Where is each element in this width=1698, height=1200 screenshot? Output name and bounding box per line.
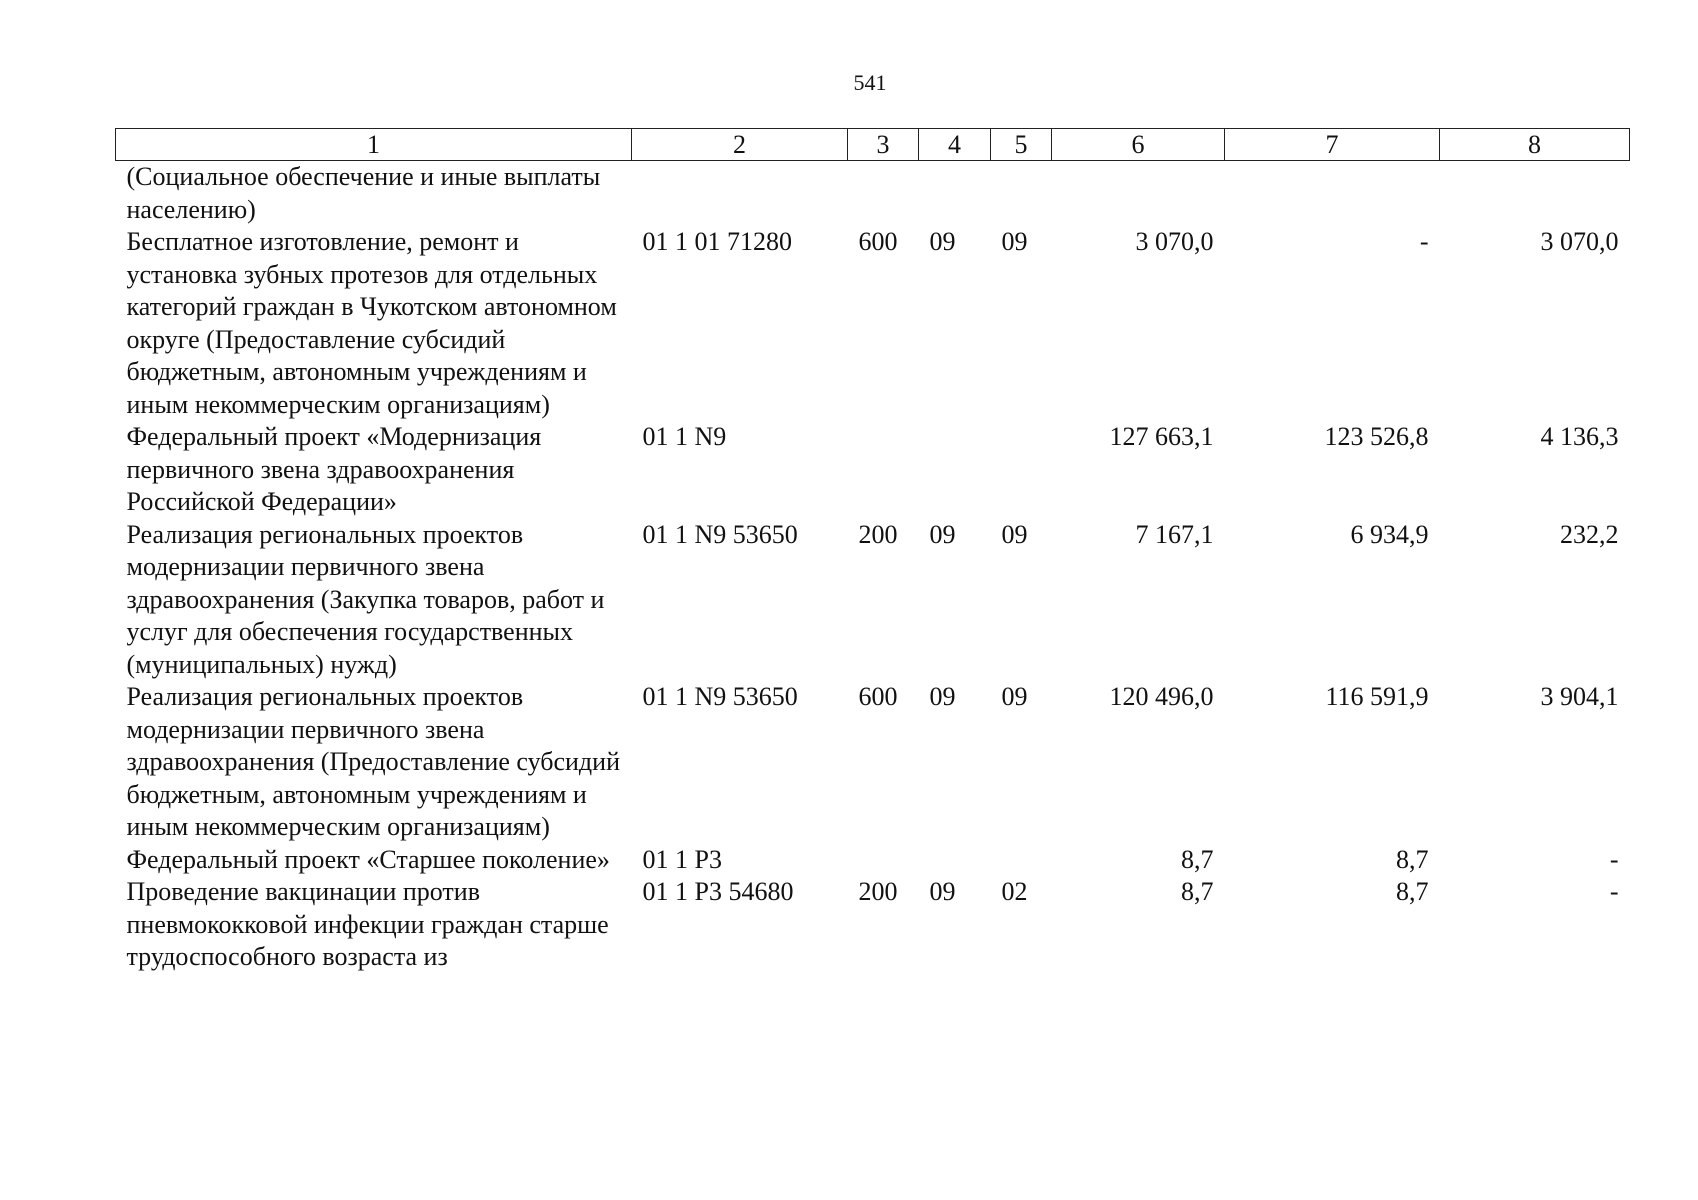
row-name: Проведение вакцинации против пневмококковой инфекции граждан старше трудоспособного возраста из <box>126 877 609 971</box>
row-col-8: - <box>1609 844 1619 874</box>
row-col-5: 02 <box>1001 877 1028 906</box>
row-col-3: 600 <box>858 682 898 711</box>
row-col-6: 3 070,0 <box>1135 227 1214 256</box>
row-col-5 <box>991 421 1052 519</box>
row-col-5 <box>991 161 1052 227</box>
header-col-3: 3 <box>848 129 919 161</box>
row-name: Федеральный проект «Старшее поколение» <box>126 844 610 874</box>
row-col-6: 7 167,1 <box>1135 519 1214 549</box>
row-col-7: 8,7 <box>1396 877 1429 906</box>
row-code: 01 1 N9 53650 <box>642 682 798 711</box>
row-col-3: 600 <box>858 227 898 256</box>
row-name: (Социальное обеспечение и иные выплаты населению) <box>126 162 601 224</box>
row-col-4 <box>919 844 991 877</box>
row-col-3 <box>848 421 919 519</box>
row-col-6 <box>1052 161 1225 227</box>
row-col-3 <box>848 844 919 877</box>
row-col-5: 09 <box>1001 519 1028 549</box>
table-row <box>116 681 1630 844</box>
header-col-4: 4 <box>919 129 991 161</box>
row-col-6: 8,7 <box>1181 877 1214 906</box>
row-name: Бесплатное изготовление, ремонт и установка зубных протезов для отдельных категорий граждан в Чукотском автономном округе (Предоставление субсидий бюджетным, автономным учреждениям и иным некоммерческим организациям) <box>126 227 617 419</box>
row-col-3: 200 <box>858 877 898 906</box>
row-col-7: 116 591,9 <box>1325 682 1429 711</box>
table-header <box>116 129 1630 161</box>
table-row <box>116 226 1630 421</box>
row-col-4 <box>919 421 991 519</box>
row-col-8: - <box>1609 877 1619 906</box>
row-col-4 <box>919 161 991 227</box>
row-name: Реализация региональных проектов модернизации первичного звена здравоохранения (Закупка товаров, работ и услуг для обеспечения государственных (муниципальных) нужд) <box>126 519 605 679</box>
row-col-7: 123 526,8 <box>1324 422 1429 451</box>
header-col-1: 1 <box>116 129 632 161</box>
row-name: Реализация региональных проектов модернизации первичного звена здравоохранения (Предоставление субсидий бюджетным, автономным учреждениям и иным некоммерческим организациям) <box>126 682 620 841</box>
header-col-7: 7 <box>1225 129 1440 161</box>
row-col-6: 120 496,0 <box>1109 682 1214 711</box>
row-col-3: 200 <box>858 519 898 549</box>
header-col-8: 8 <box>1440 129 1630 161</box>
row-col-6: 127 663,1 <box>1109 422 1214 451</box>
row-code: 01 1 N9 <box>642 422 727 451</box>
table-row <box>116 876 1630 974</box>
row-col-6: 8,7 <box>1181 844 1214 874</box>
row-code: 01 1 01 71280 <box>642 227 792 256</box>
row-col-8: 3 070,0 <box>1540 227 1619 256</box>
row-col-8 <box>1440 161 1630 227</box>
table-row <box>116 844 1630 877</box>
row-name: Федеральный проект «Модернизация первичного звена здравоохранения Российской Федерации» <box>126 422 542 516</box>
row-code: 01 1 N9 53650 <box>642 519 798 549</box>
budget-table <box>115 128 1630 974</box>
row-col-3 <box>848 161 919 227</box>
row-code: 01 1 P3 <box>642 844 722 874</box>
row-col-4: 09 <box>929 682 956 711</box>
row-col-5: 09 <box>1001 682 1028 711</box>
header-col-5: 5 <box>991 129 1052 161</box>
row-col-4: 09 <box>929 227 956 256</box>
header-col-6: 6 <box>1052 129 1225 161</box>
table-row <box>116 519 1630 682</box>
row-code <box>632 161 848 227</box>
table-row <box>116 421 1630 519</box>
row-code: 01 1 P3 54680 <box>642 877 794 906</box>
row-col-7: 8,7 <box>1396 844 1429 874</box>
header-col-2: 2 <box>632 129 848 161</box>
header-row <box>116 129 1630 161</box>
table-body <box>116 161 1630 974</box>
row-col-7: 6 934,9 <box>1350 519 1429 549</box>
row-col-4: 09 <box>929 519 956 549</box>
page-number: 541 <box>853 70 887 95</box>
row-col-5 <box>991 844 1052 877</box>
row-col-4: 09 <box>929 877 956 906</box>
row-col-8: 4 136,3 <box>1540 422 1619 451</box>
row-col-8: 3 904,1 <box>1540 682 1619 711</box>
table-row <box>116 161 1630 227</box>
row-col-7: - <box>1419 227 1429 256</box>
row-col-5: 09 <box>1001 227 1028 256</box>
row-col-7 <box>1225 161 1440 227</box>
row-col-8: 232,2 <box>1560 519 1619 549</box>
